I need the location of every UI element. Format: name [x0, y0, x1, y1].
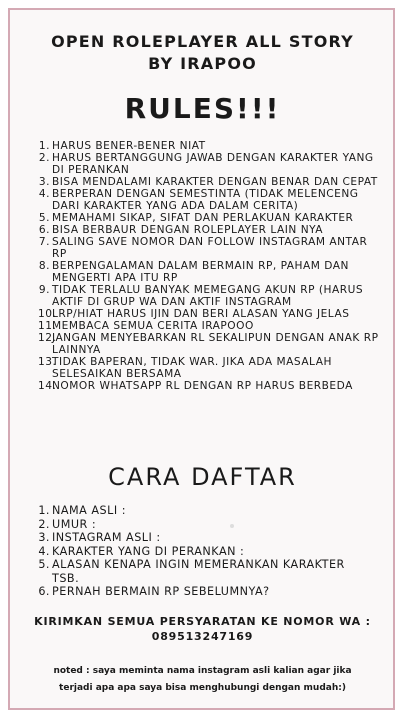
- rule-item: [38, 260, 380, 284]
- cara-daftar-heading: CARA DAFTAR: [108, 463, 297, 491]
- form-item-text: UMUR :: [52, 517, 97, 531]
- rule-item-number: 3.: [38, 176, 50, 188]
- rule-item-text: HARUS BENER-BENER NIAT: [52, 140, 206, 152]
- rule-item-text: BISA BERBAUR DENGAN ROLEPLAYER LAIN NYA: [52, 224, 324, 236]
- registration-form-list: [38, 504, 368, 599]
- rule-item-text: NOMOR WHATSAPP RL DENGAN RP HARUS BERBEDA: [52, 380, 353, 392]
- rule-item-number: 12.: [38, 332, 57, 344]
- title-line-1: OPEN ROLEPLAYER ALL STORY: [51, 32, 354, 51]
- form-item-number: 2.: [38, 517, 50, 531]
- rule-item-text: LRP/HIAT HARUS IJIN DAN BERI ALASAN YANG JELAS: [52, 308, 350, 320]
- form-item-number: 5.: [38, 558, 50, 571]
- rule-item-text: MEMBACA SEMUA CERITA IRAPOOO: [52, 320, 254, 332]
- form-item-text: ALASAN KENAPA INGIN MEMERANKAN KARAKTER TSB.: [52, 558, 345, 585]
- rule-item-number: 4.: [38, 188, 50, 200]
- form-item: [38, 504, 368, 518]
- rule-item-number: 1.: [38, 140, 50, 152]
- note: [30, 663, 375, 697]
- rule-item-number: 10.: [38, 308, 57, 320]
- form-item: [38, 545, 368, 559]
- rule-item: [38, 140, 380, 152]
- note-line: noted : saya meminta nama instagram asli kalian agar jika: [53, 666, 352, 676]
- title-line-2: BY IRAPOO: [148, 54, 257, 73]
- rule-item-number: 7.: [38, 236, 50, 248]
- rule-item: [38, 224, 380, 236]
- form-item-text: INSTAGRAM ASLI :: [52, 531, 161, 544]
- form-item-text: KARAKTER YANG DI PERANKAN :: [52, 544, 245, 558]
- form-item-number: 6.: [38, 585, 50, 598]
- rule-item: [38, 356, 380, 380]
- form-item-number: 1.: [38, 504, 50, 517]
- rule-item: [38, 188, 380, 212]
- rule-item-text: HARUS BERTANGGUNG JAWAB DENGAN KARAKTER YANG DI PERANKAN: [52, 152, 374, 176]
- rule-item-text: TIDAK BAPERAN, TIDAK WAR. JIKA ADA MASALAH SELESAIKAN BERSAMA: [52, 356, 332, 380]
- rule-item-text: BERPERAN DENGAN SEMESTINTA (TIDAK MELENCENG DARI KARAKTER YANG ADA DALAM CERITA): [52, 188, 359, 212]
- rule-item: [38, 380, 380, 392]
- form-item-text: NAMA ASLI :: [52, 504, 126, 517]
- rules-heading: RULES!!!: [124, 92, 281, 125]
- rule-item: [38, 320, 380, 332]
- note-line: terjadi apa apa saya bisa menghubungi dengan mudah:): [59, 683, 346, 693]
- rule-item-number: 14.: [38, 380, 57, 392]
- rule-item-text: SALING SAVE NOMOR DAN FOLLOW INSTAGRAM ANTAR RP: [52, 236, 368, 260]
- rule-item-number: 8.: [38, 260, 50, 272]
- whatsapp-number: 089513247169: [151, 630, 254, 643]
- rule-item-text: MEMAHAMI SIKAP, SIFAT DAN PERLAKUAN KARAKTER: [52, 212, 354, 224]
- rule-item: [38, 212, 380, 224]
- form-item: [38, 518, 368, 532]
- rule-item-number: 11.: [38, 320, 57, 332]
- decorative-dot: [230, 524, 234, 528]
- rule-item-text: BERPENGALAMAN DALAM BERMAIN RP, PAHAM DAN MENGERTI APA ITU RP: [52, 260, 349, 284]
- form-item: [38, 558, 368, 585]
- rule-item-number: 9.: [38, 284, 50, 296]
- rule-item: [38, 152, 380, 176]
- form-item-text: PERNAH BERMAIN RP SEBELUMNYA?: [52, 585, 270, 598]
- rule-item: [38, 236, 380, 260]
- form-item: [38, 531, 368, 545]
- rule-item-number: 5.: [38, 212, 50, 224]
- form-item-number: 3.: [38, 531, 50, 544]
- rule-item-number: 13.: [38, 356, 57, 368]
- send-instructions: [0, 614, 405, 644]
- rule-item-number: 6.: [38, 224, 50, 236]
- rule-item-text: BISA MENDALAMI KARAKTER DENGAN BENAR DAN CEPAT: [52, 176, 378, 188]
- rule-item: [38, 332, 380, 356]
- form-item-number: 4.: [38, 544, 50, 558]
- rule-item-text: TIDAK TERLALU BANYAK MEMEGANG AKUN RP (HARUS AKTIF DI GRUP WA DAN AKTIF INSTAGRAM: [52, 284, 364, 308]
- rule-item: [38, 284, 380, 308]
- rules-list: [38, 140, 380, 392]
- form-item: [38, 585, 368, 599]
- rule-item: [38, 308, 380, 320]
- rule-item-text: JANGAN MENYEBARKAN RL SEKALIPUN DENGAN ANAK RP LAINNYA: [52, 332, 379, 356]
- rule-item: [38, 176, 380, 188]
- rule-item-number: 2.: [38, 152, 50, 164]
- send-instructions-line: KIRIMKAN SEMUA PERSYARATAN KE NOMOR WA :: [34, 615, 371, 628]
